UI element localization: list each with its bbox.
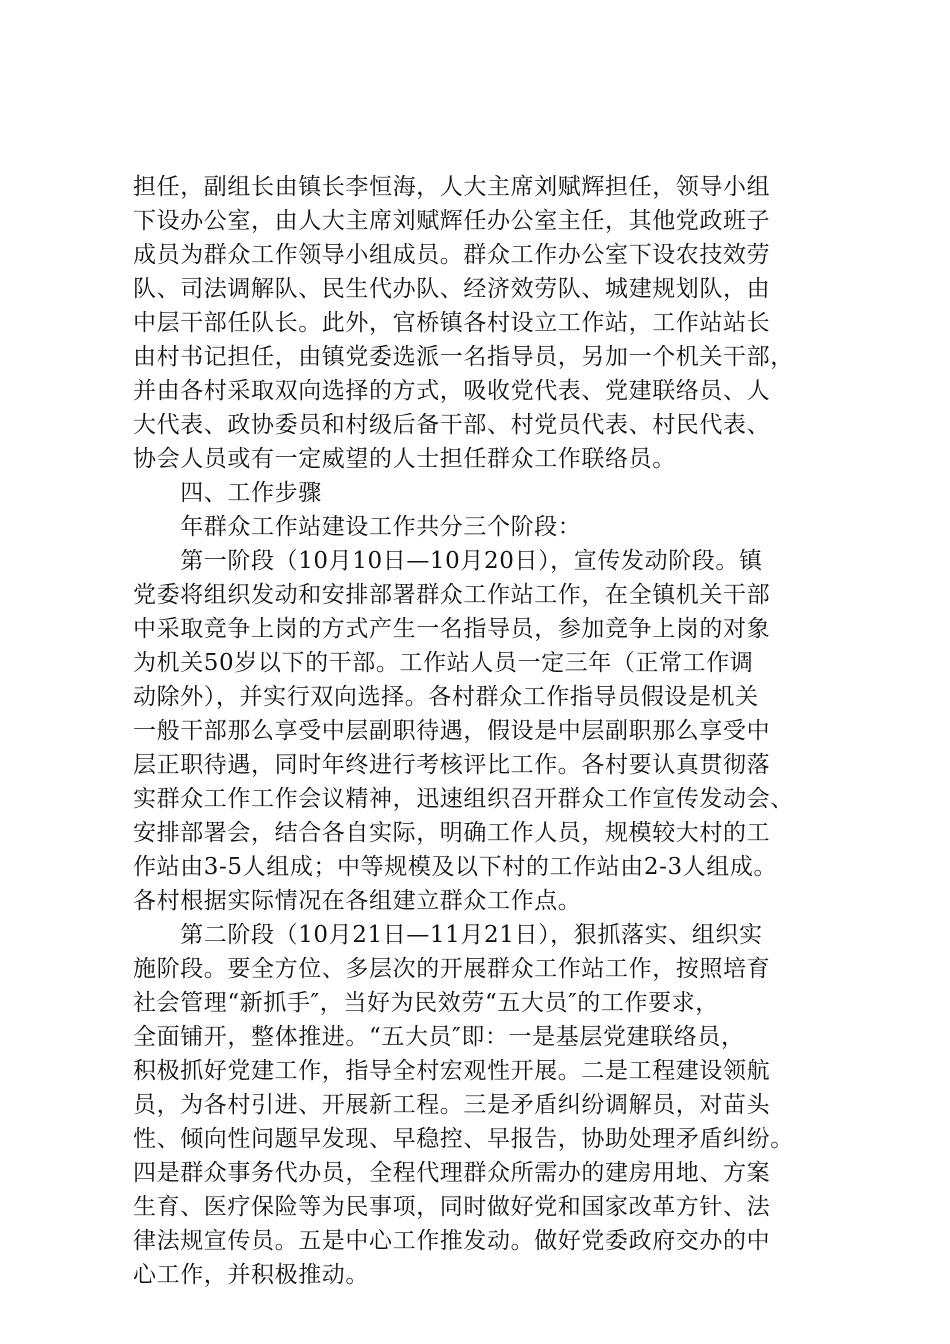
text-line: 作站由3-5人组成；中等规模及以下村的工作站由2-3人组成。 xyxy=(133,854,778,880)
text-line: 第一阶段（10月10日—10月20日），宣传发动阶段。镇 xyxy=(133,548,763,574)
text-line: 安排部署会，结合各自实际，明确工作人员，规模较大村的工 xyxy=(133,820,771,846)
text-line: 实群众工作工作会议精神，迅速组织召开群众工作宣传发动会、 xyxy=(133,786,794,812)
text-line: 为机关50岁以下的干部。工作站人员一定三年（正常工作调 xyxy=(133,650,754,676)
text-line: 全面铺开，整体推进。“五大员″即：一是基层党建联络员， xyxy=(133,1024,745,1050)
text-line: 层正职待遇，同时年终进行考核评比工作。各村要认真贯彻落 xyxy=(133,752,771,778)
text-line: 下设办公室，由人大主席刘赋辉任办公室主任，其他党政班子 xyxy=(133,208,771,234)
text-line: 动除外），并实行双向选择。各村群众工作指导员假设是机关 xyxy=(133,684,759,710)
text-line: 员，为各村引进、开展新工程。三是矛盾纠纷调解员，对苗头 xyxy=(133,1092,771,1118)
text-line: 大代表、政协委员和村级后备干部、村党员代表、村民代表、 xyxy=(133,412,771,438)
text-line: 协会人员或有一定威望的人士担任群众工作联络员。 xyxy=(133,446,676,472)
text-line: 一般干部那么享受中层副职待遇，假设是中层副职那么享受中 xyxy=(133,718,771,744)
text-line: 党委将组织发动和安排部署群众工作站工作，在全镇机关干部 xyxy=(133,582,771,608)
text-line: 积极抓好党建工作，指导全村宏观性开展。二是工程建设领航 xyxy=(133,1058,771,1084)
text-line: 队、司法调解队、民生代办队、经济效劳队、城建规划队，由 xyxy=(133,276,771,302)
text-line: 四是群众事务代办员，全程代理群众所需办的建房用地、方案 xyxy=(133,1160,771,1186)
text-line: 年群众工作站建设工作共分三个阶段： xyxy=(133,514,582,540)
text-line: 社会管理“新抓手″，当好为民效劳“五大员″的工作要求， xyxy=(133,990,719,1016)
text-line: 成员为群众工作领导小组成员。群众工作办公室下设农技效劳 xyxy=(133,242,771,268)
text-line: 中层干部任队长。此外，官桥镇各村设立工作站，工作站站长 xyxy=(133,310,771,336)
text-line: 由村书记担任，由镇党委选派一名指导员，另加一个机关干部， xyxy=(133,344,794,370)
text-line: 中采取竞争上岗的方式产生一名指导员，参加竞争上岗的对象 xyxy=(133,616,771,642)
text-line: 并由各村采取双向选择的方式，吸收党代表、党建联络员、人 xyxy=(133,378,771,404)
text-line: 施阶段。要全方位、多层次的开展群众工作站工作，按照培育 xyxy=(133,956,771,982)
section-heading: 四、工作步骤 xyxy=(133,480,322,506)
text-line: 律法规宣传员。五是中心工作推发动。做好党委政府交办的中 xyxy=(133,1228,771,1254)
text-line: 生育、医疗保险等为民事项，同时做好党和国家改革方针、法 xyxy=(133,1194,771,1220)
text-line: 心工作，并积极推动。 xyxy=(133,1262,369,1288)
text-line: 担任，副组长由镇长李恒海，人大主席刘赋辉担任，领导小组 xyxy=(133,174,771,200)
text-line: 第二阶段（10月21日—11月21日），狠抓落实、组织实 xyxy=(133,922,763,948)
document-body xyxy=(133,170,833,1292)
text-line: 性、倾向性问题早发现、早稳控、早报告，协助处理矛盾纠纷。 xyxy=(133,1126,794,1152)
text-line: 各村根据实际情况在各组建立群众工作点。 xyxy=(133,888,582,914)
